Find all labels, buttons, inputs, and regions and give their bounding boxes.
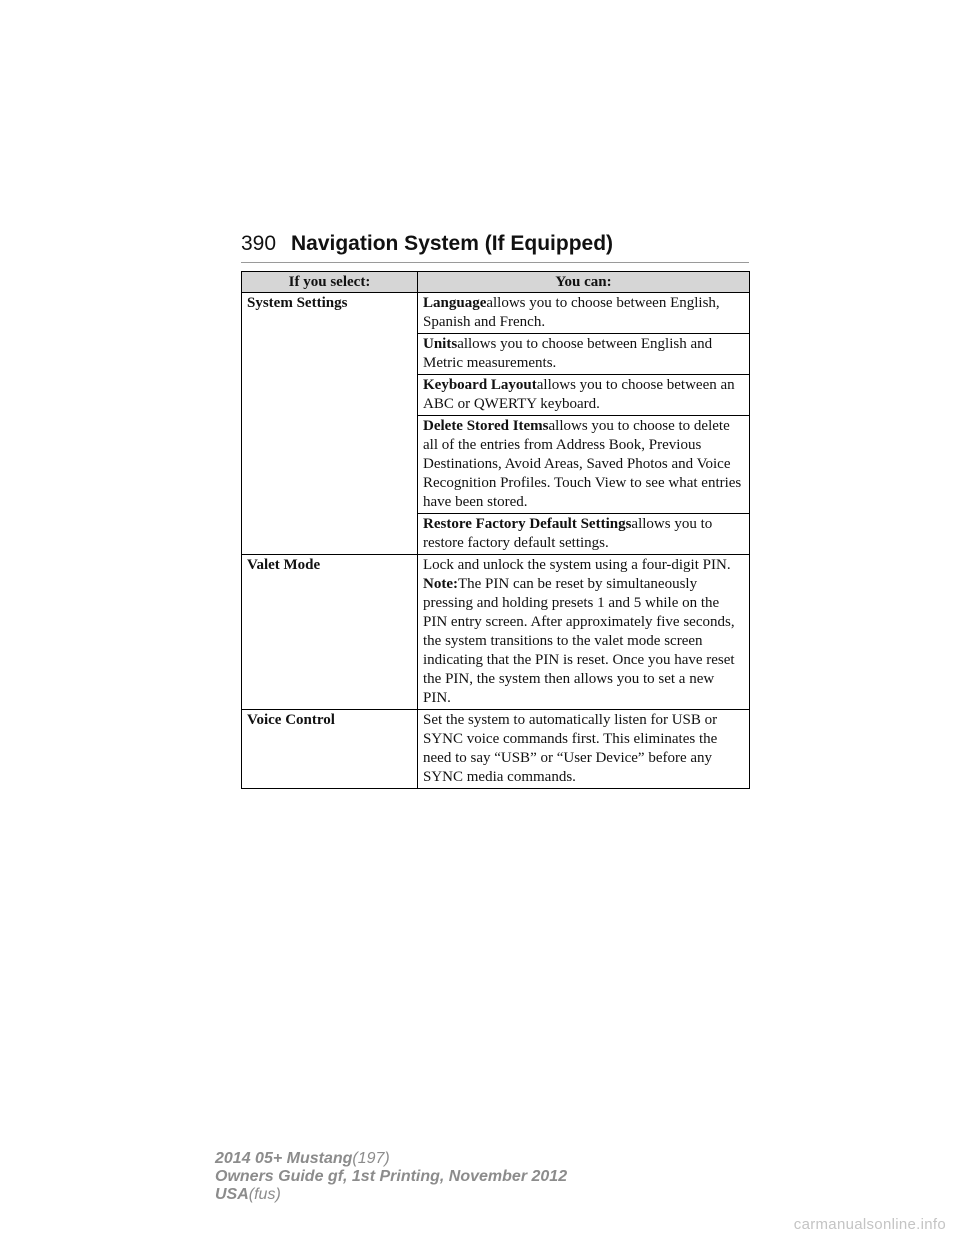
column-header-action: You can: xyxy=(418,272,750,293)
settings-table xyxy=(241,271,750,789)
note-text: The PIN can be reset by simultaneously pressing and holding presets 1 and 5 while on the PIN entry screen. After approximately five seconds, the system transitions to the valet mode screen indicating that the PIN is reset. Once you have reset the PIN, the system then allows you to set a new PIN. xyxy=(423,576,735,706)
watermark: carmanualsonline.info xyxy=(793,1216,946,1233)
footer-market-code: (fus) xyxy=(248,1186,281,1203)
cell-restore-defaults xyxy=(418,514,750,555)
valet-note xyxy=(423,575,744,708)
term-delete-stored-items: Delete Stored Items xyxy=(423,418,549,434)
cell-voice-control: Set the system to automatically listen for USB or SYNC voice commands first. This eliminates the need to say “USB” or “User Device” before any SYNC media commands. xyxy=(418,710,750,789)
footer-model-code: (197) xyxy=(352,1150,390,1167)
document-footer xyxy=(215,1150,567,1204)
text-delete-stored-items: allows you to choose to delete all of the entries from Address Book, Previous Destinations, Avoid Areas, Saved Photos and Voice Recognition Profiles. Touch View to see what entries have been stored. xyxy=(423,418,742,510)
text-units: allows you to choose between English and Metric measurements. xyxy=(423,336,713,371)
text-language: allows you to choose between English, Spanish and French. xyxy=(423,295,720,330)
table-row xyxy=(242,710,750,789)
text-valet-mode: Lock and unlock the system using a four-digit PIN. xyxy=(423,557,731,573)
footer-market: USA xyxy=(215,1186,249,1203)
page-header xyxy=(241,228,749,263)
footer-line-2: Owners Guide gf, 1st Printing, November 2012 xyxy=(215,1168,568,1185)
cell-valet-mode xyxy=(418,555,750,710)
text-restore-defaults: allows you to restore factory default settings. xyxy=(423,516,713,551)
row-label-system-settings: System Settings xyxy=(242,293,418,555)
note-label: Note: xyxy=(423,576,458,592)
cell-keyboard-layout xyxy=(418,375,750,416)
page-number: 390 xyxy=(241,232,277,255)
footer-line-1 xyxy=(215,1150,567,1168)
cell-delete-stored-items xyxy=(418,416,750,514)
footer-line-3 xyxy=(215,1186,567,1204)
footer-model: 2014 05+ Mustang xyxy=(215,1150,353,1167)
term-restore-defaults: Restore Factory Default Settings xyxy=(423,516,632,532)
table-row xyxy=(242,555,750,710)
column-header-select: If you select: xyxy=(242,272,418,293)
term-language: Language xyxy=(423,295,487,311)
term-units: Units xyxy=(423,336,458,352)
cell-language xyxy=(418,293,750,334)
section-title: Navigation System (If Equipped) xyxy=(291,232,614,255)
row-label-voice-control: Voice Control xyxy=(242,710,418,789)
table-row xyxy=(242,293,750,334)
cell-units xyxy=(418,334,750,375)
text-keyboard-layout: allows you to choose between an ABC or QWERTY keyboard. xyxy=(423,377,735,412)
table-header-row xyxy=(242,272,750,293)
term-keyboard-layout: Keyboard Layout xyxy=(423,377,537,393)
row-label-valet-mode: Valet Mode xyxy=(242,555,418,710)
